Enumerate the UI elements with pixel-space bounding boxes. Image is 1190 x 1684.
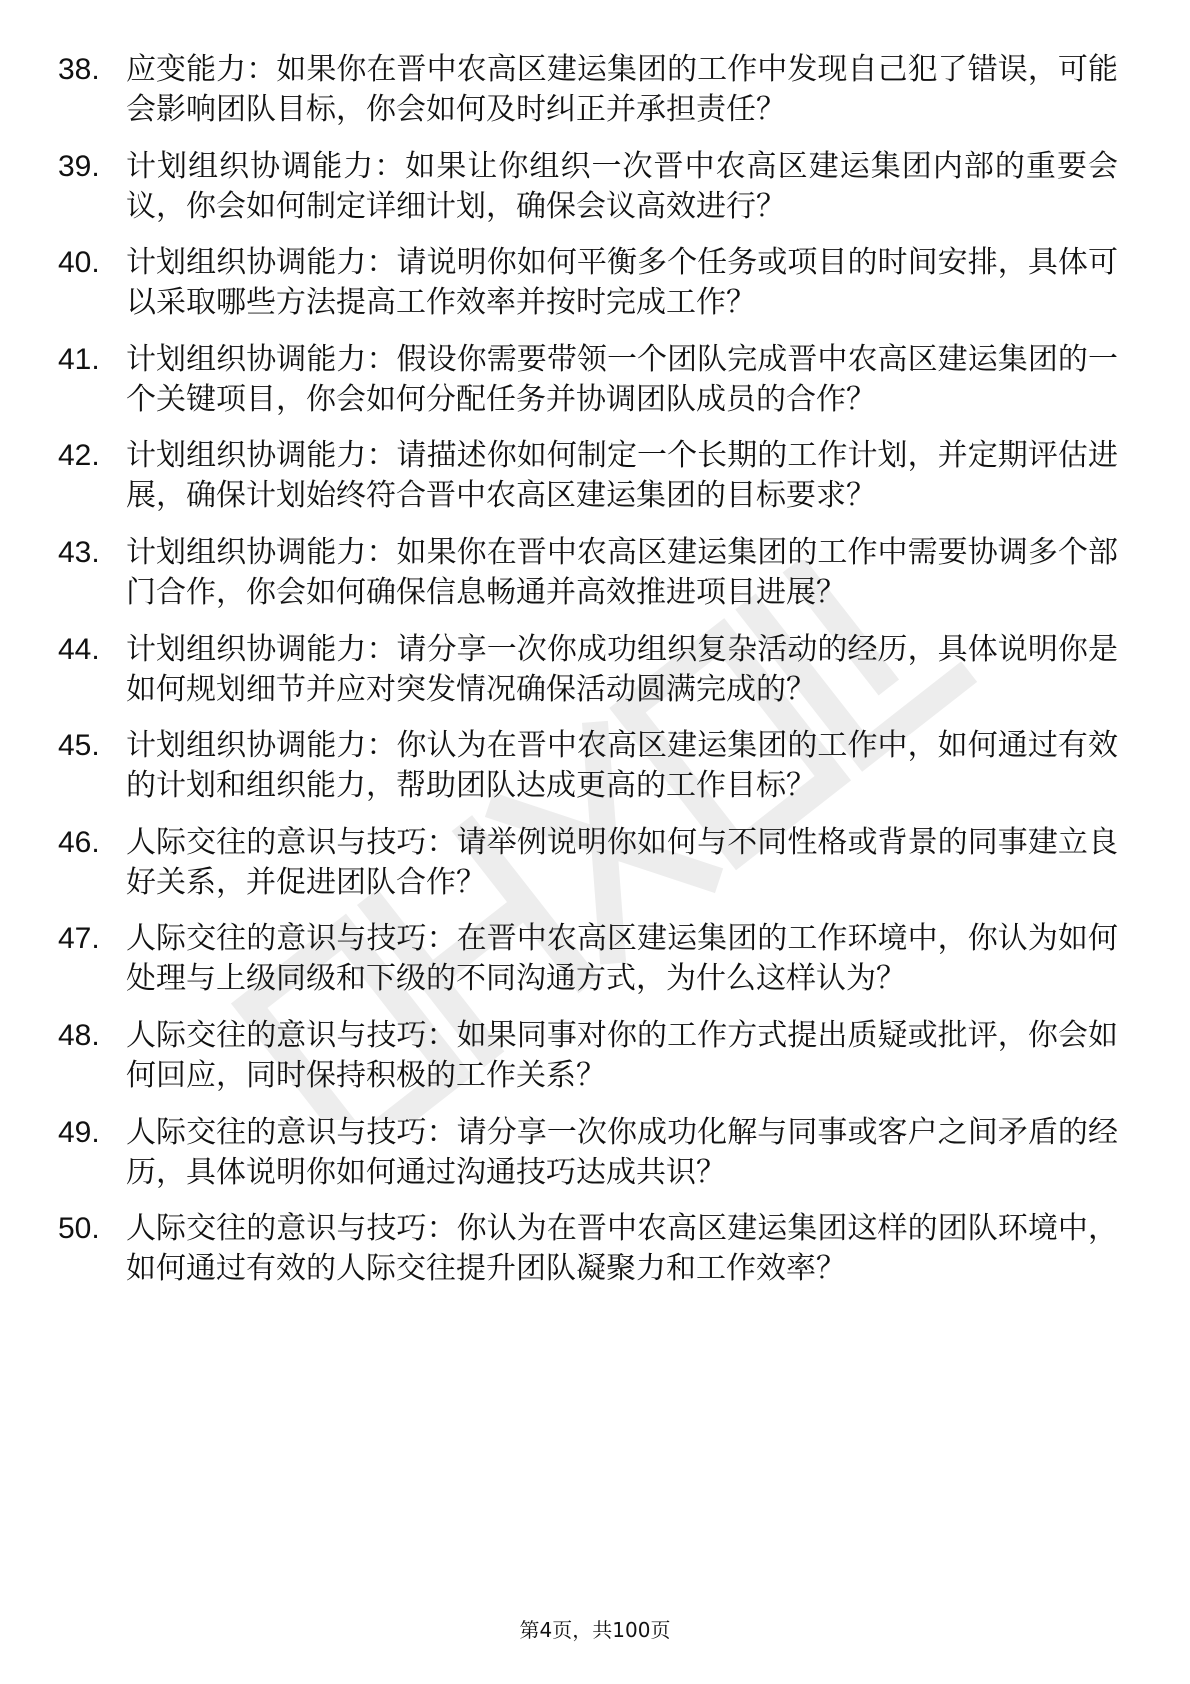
question-number: 49. [58, 1115, 100, 1149]
question-item [58, 823, 1118, 903]
question-text: 计划组织协调能力：如果让你组织一次晋中农高区建运集团内部的重要会议，你会如何制定详细计划，确保会议高效进行？ [126, 148, 1118, 224]
question-number: 38. [58, 53, 100, 86]
question-text: 计划组织协调能力：你认为在晋中农高区建运集团的工作中，如何通过有效的计划和组织能力，帮助团队达成更高的工作目标？ [126, 728, 1118, 804]
question-number: 44. [58, 632, 100, 666]
question-item [58, 340, 1118, 420]
question-list [58, 50, 1118, 1306]
page-number: 第4页，共100页 [519, 1618, 671, 1642]
question-number: 50. [58, 1212, 100, 1246]
question-text: 人际交往的意识与技巧：如果同事对你的工作方式提出质疑或批评，你会如何回应，同时保持积极的工作关系？ [126, 1017, 1118, 1093]
question-text: 计划组织协调能力：请分享一次你成功组织复杂活动的经历，具体说明你是如何规划细节并应对突发情况确保活动圆满完成的？ [126, 631, 1118, 707]
question-item [58, 919, 1118, 999]
question-text: 人际交往的意识与技巧：你认为在晋中农高区建运集团这样的团队环境中，如何通过有效的人际交往提升团队凝聚力和工作效率？ [126, 1211, 1118, 1287]
question-number: 39. [58, 149, 100, 183]
question-text: 人际交往的意识与技巧：在晋中农高区建运集团的工作环境中，你认为如何处理与上级同级和下级的不同沟通方式，为什么这样认为？ [126, 921, 1118, 997]
question-item [58, 1016, 1118, 1096]
question-number: 47. [58, 922, 100, 956]
question-number: 43. [58, 535, 100, 569]
question-item [58, 1113, 1118, 1193]
question-text: 计划组织协调能力：假设你需要带领一个团队完成晋中农高区建运集团的一个关键项目，你会如何分配任务并协调团队成员的合作？ [126, 341, 1118, 417]
question-item [58, 147, 1118, 227]
question-item [58, 533, 1118, 613]
question-text: 计划组织协调能力：如果你在晋中农高区建运集团的工作中需要协调多个部门合作，你会如何确保信息畅通并高效推进项目进展？ [126, 534, 1118, 610]
question-number: 48. [58, 1018, 100, 1052]
question-number: 40. [58, 246, 100, 280]
question-text: 应变能力：如果你在晋中农高区建运集团的工作中发现自己犯了错误，可能会影响团队目标，你会如何及时纠正并承担责任？ [126, 52, 1118, 127]
question-number: 42. [58, 439, 100, 473]
question-text: 计划组织协调能力：请描述你如何制定一个长期的工作计划，并定期评估进展，确保计划始终符合晋中农高区建运集团的目标要求？ [126, 438, 1118, 514]
question-item [58, 726, 1118, 806]
question-item [58, 436, 1118, 516]
question-text: 人际交往的意识与技巧：请分享一次你成功化解与同事或客户之间矛盾的经历，具体说明你如何通过沟通技巧达成共识？ [126, 1114, 1118, 1190]
question-item [58, 243, 1118, 323]
question-number: 41. [58, 342, 100, 376]
question-item [58, 50, 1118, 130]
question-item [58, 1209, 1118, 1289]
question-text: 人际交往的意识与技巧：请举例说明你如何与不同性格或背景的同事建立良好关系，并促进团队合作？ [126, 824, 1118, 900]
question-number: 46. [58, 825, 100, 859]
question-item [58, 630, 1118, 710]
question-number: 45. [58, 729, 100, 763]
question-text: 计划组织协调能力：请说明你如何平衡多个任务或项目的时间安排，具体可以采取哪些方法提高工作效率并按时完成工作？ [126, 245, 1118, 321]
